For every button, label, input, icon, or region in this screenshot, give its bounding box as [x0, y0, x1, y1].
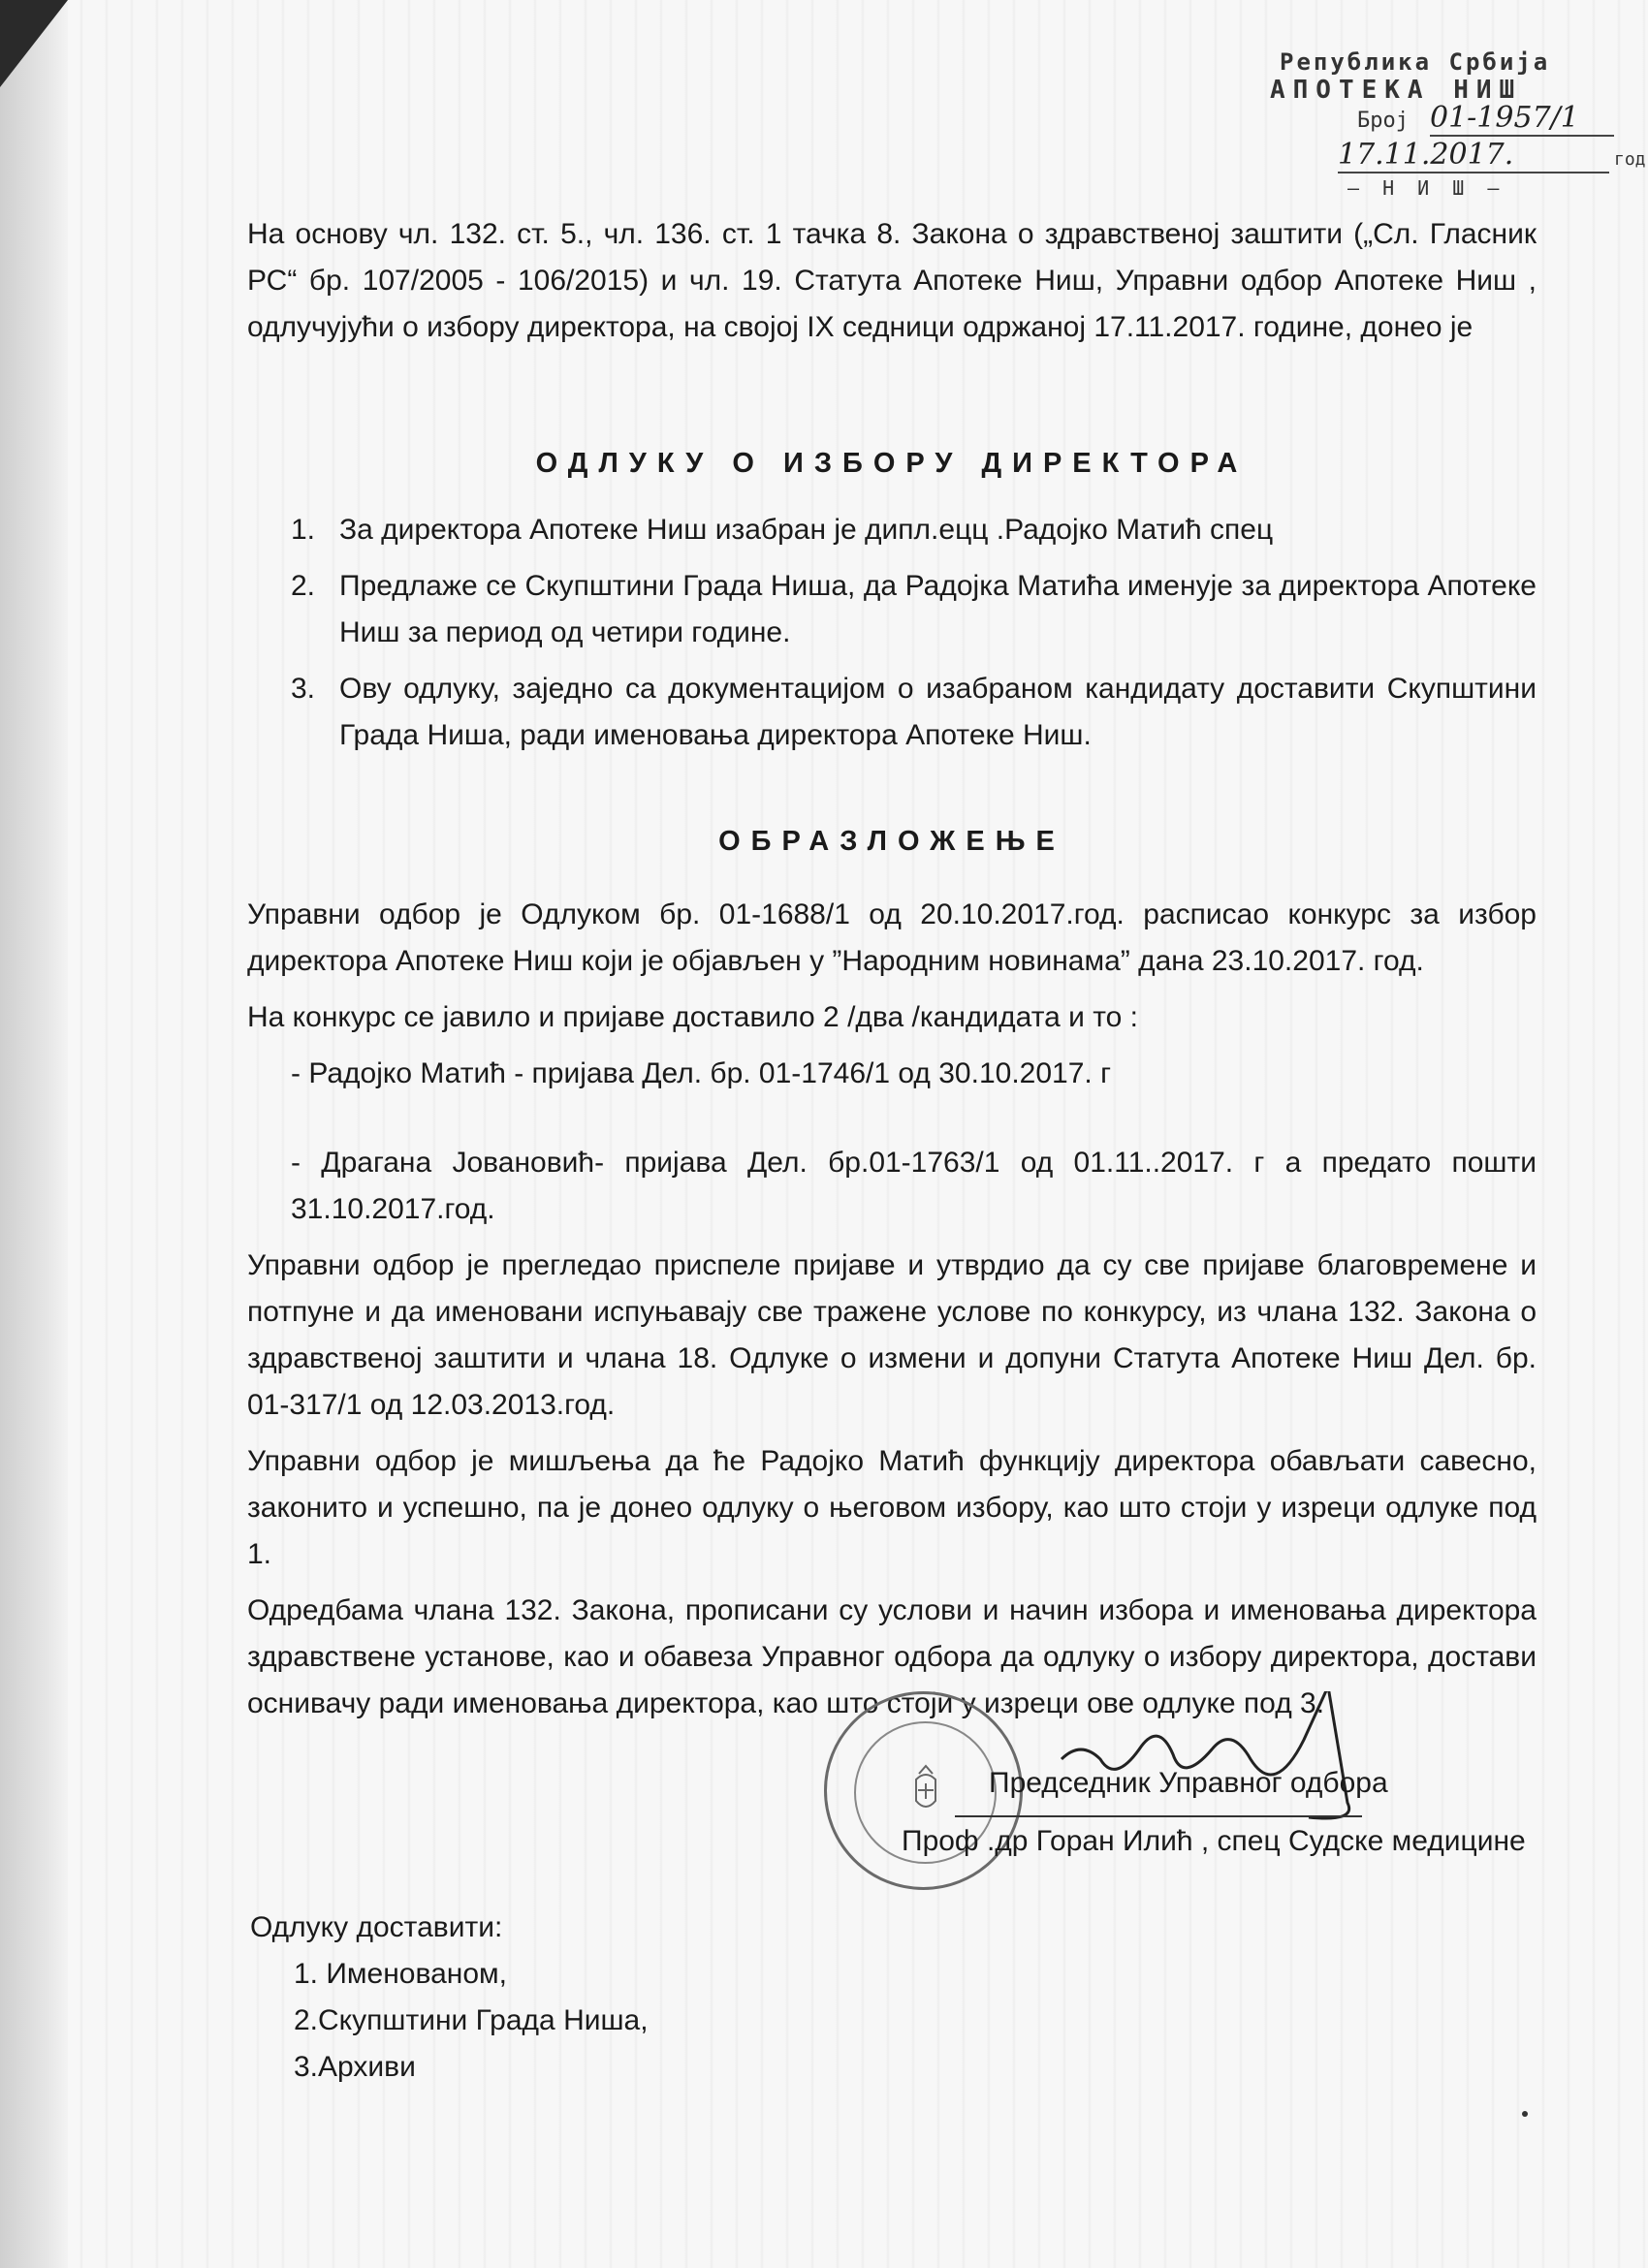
- stamp-number-value: 01-1957/1: [1430, 101, 1614, 137]
- decision-item: 2. Предлаже се Скупштини Града Ниша, да Радојка Матића именује за директора Апотеке Ниш за период од четири године.: [291, 570, 1537, 648]
- signature-line: [955, 1815, 1362, 1817]
- candidate-entry: - Радојко Матић - пријава Дел. бр. 01-1746/1 од 30.10.2017. г: [291, 1057, 1112, 1089]
- reasoning-title: ОБРАЗЛОЖЕЊЕ: [718, 826, 1065, 857]
- delivery-item: 3.Архиви: [294, 2051, 416, 2083]
- stamp-republic: Република Србија: [1280, 48, 1551, 76]
- signatory-name: Проф .др Горан Илић , спец Судске медицине: [902, 1825, 1526, 1857]
- signature-block: [824, 1691, 1561, 1905]
- scan-corner: [0, 0, 68, 87]
- delivery-item: 2.Скупштини Града Ниша,: [294, 2004, 649, 2036]
- decision-list: [291, 507, 1537, 769]
- stamp-year-label: год: [1614, 149, 1646, 170]
- reasoning-paragraph: Управни одбор је мишљења да ће Радојко Матић функцију директора обављати савесно, законито и успешно, па је донео одлуку о његовом избору, као што стоји у изреци одлуке под 1.: [247, 1445, 1537, 1570]
- registry-stamp: [1270, 41, 1646, 205]
- signatory-role: Председник Управног одбора: [989, 1767, 1388, 1799]
- reasoning-body: [247, 892, 1537, 1737]
- scan-speck: [1522, 2111, 1528, 2117]
- delivery-section: [250, 1905, 649, 2091]
- stamp-number-label: Број: [1357, 109, 1409, 133]
- decision-item: 3. Ову одлуку, заједно са документацијом о изабраном кандидату доставити Скупштини Града Ниша, ради именовања директора Апотеке Ниш.: [291, 673, 1537, 751]
- delivery-item: 1. Именованом,: [294, 1958, 507, 1990]
- stamp-date-value: 17.11.2017.: [1338, 138, 1609, 173]
- delivery-label: Одлуку доставити:: [250, 1911, 503, 1943]
- reasoning-paragraph: Управни одбор је прегледао приспеле пријаве и утврдио да су све пријаве благовремене и потпуне и да именовани испуњавају све тражене услове по конкурсу, из члана 132. Закона о здравственој заштити и члана 18. Одлуке о измени и допуни Статута Апотеке Ниш Дел. бр. 01-317/1 од 12.03.2013.год.: [247, 1249, 1537, 1421]
- decision-title: ОДЛУКУ О ИЗБОРУ ДИРЕКТОРА: [535, 448, 1249, 479]
- intro-paragraph: На основу чл. 132. ст. 5., чл. 136. ст. 1 тачка 8. Закона о здравственој заштити („Сл. Гласник РС“ бр. 107/2005 - 106/2015) и чл. 19. Статута Апотеке Ниш, Управни одбор Апотеке Ниш , одлучујући о избору директора, на својој IX седници одржаној 17.11.2017. године, донео је: [247, 218, 1537, 343]
- reasoning-paragraph: На конкурс се јавило и пријаве доставило 2 /два /кандидата и то :: [247, 1001, 1138, 1033]
- stamp-institution: АПОТЕКА НИШ: [1270, 76, 1523, 105]
- candidate-entry: - Драгана Јовановић- пријава Дел. бр.01-1763/1 од 01.11..2017. г а предато пошти 31.10.2017.год.: [291, 1147, 1537, 1225]
- reasoning-paragraph: Одредбама члана 132. Закона, прописани су услови и начин избора и именовања директора здравствене установе, као и обавеза Управног одбора да одлуку о избору директора, достави оснивачу ради именовања директора, као што стоји у изреци ове одлуке под 3.: [247, 1594, 1537, 1719]
- stamp-city: — Н И Ш —: [1347, 176, 1505, 200]
- scan-edge: [0, 0, 68, 2268]
- reasoning-paragraph: Управни одбор је Одлуком бр. 01-1688/1 од 20.10.2017.год. расписао конкурс за избор директора Апотеке Ниш који је објављен у ”Народним новинама” дана 23.10.2017. год.: [247, 898, 1537, 977]
- decision-item: 1. За директора Апотеке Ниш изабран је дипл.ецц .Радојко Матић спец: [291, 514, 1274, 546]
